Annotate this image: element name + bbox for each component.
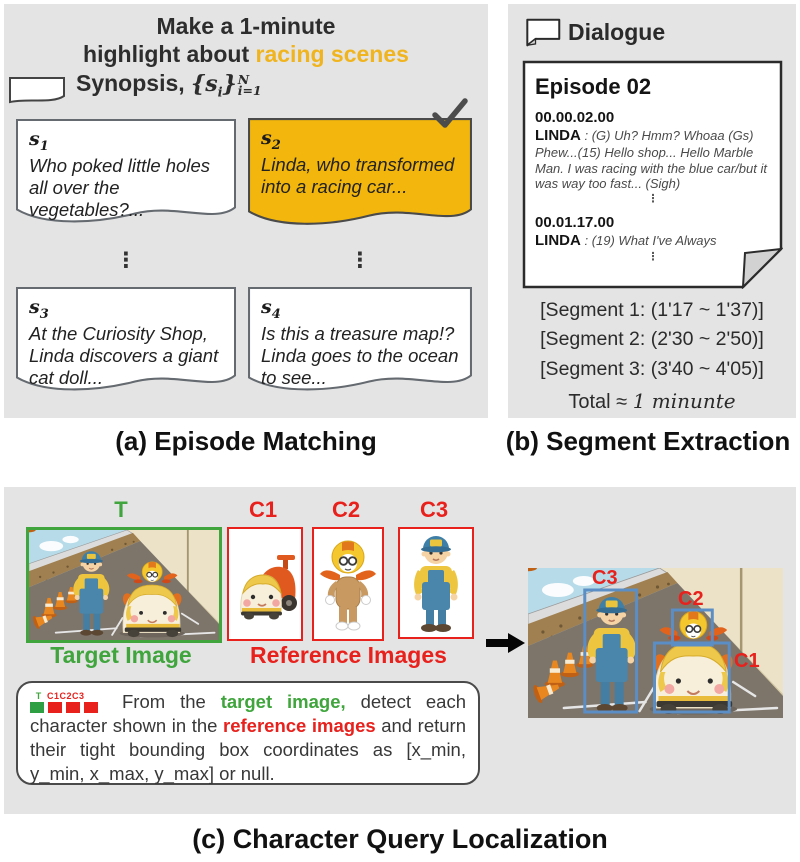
dialogue-box	[522, 60, 783, 289]
ref-tag-c2: C2	[331, 497, 361, 522]
ellipsis-right: ⋮	[349, 249, 371, 272]
synopsis-formula	[76, 70, 262, 100]
total-label: Total	[568, 390, 611, 413]
approx-symbol: ≈	[616, 390, 628, 413]
segment-2: [Segment 2: (2'30 ~ 2'50)]	[540, 328, 764, 351]
card-text: Linda, who transformed into a racing car...	[261, 153, 455, 197]
checkmark-icon	[432, 98, 468, 128]
brace-open: {	[191, 71, 206, 97]
target-scene-image	[29, 530, 219, 640]
card-label	[29, 128, 227, 154]
synopsis-sub: i=1	[237, 83, 262, 98]
prompt-legend	[30, 692, 112, 713]
reference-images-caption: Reference Images	[250, 642, 447, 668]
dialogue-note-icon	[520, 16, 562, 49]
target-swatch-icon	[30, 702, 44, 713]
prompt-legend-squares	[30, 702, 112, 713]
utterance-1: (G) Uh? Hmm? Whoaa (Gs) Phew...(15) Hello shop... Hello Marble Man. I was racing with the blue car/but it was way too fast... (Sigh)	[535, 128, 767, 192]
synopsis-limits	[237, 71, 262, 98]
card-var: s	[261, 127, 272, 149]
prompt-legend-labels	[30, 692, 112, 701]
synopsis-var-sub: i	[217, 85, 223, 101]
target-image	[26, 527, 222, 643]
request-line2-prefix: highlight about	[83, 41, 250, 68]
card-content	[247, 117, 473, 198]
segment-list	[508, 296, 796, 417]
speaker-2: LINDA	[535, 231, 581, 249]
reference-helmet-art	[314, 529, 382, 639]
ref-swatch-icon-3	[84, 702, 98, 713]
target-tag: T	[114, 497, 128, 522]
legend-target-tag: T	[35, 691, 42, 701]
reference-image-man	[398, 527, 474, 639]
prompt-box	[16, 681, 480, 785]
total-line	[508, 386, 796, 417]
dialogue-line-1	[535, 127, 771, 192]
ellipsis-left: ⋮	[115, 249, 137, 272]
timestamp-1: 00.00.02.00	[535, 109, 615, 126]
card-var: s	[29, 296, 40, 318]
ref-tag-c1: C1	[248, 497, 278, 522]
panel-segment-extraction	[508, 4, 796, 418]
synopsis-card-s2-selected	[247, 117, 473, 245]
card-text: Is this a treasure map!? Linda goes to the ocean to see...	[261, 322, 459, 389]
brace-close: }	[222, 71, 237, 97]
prompt-ref-phrase: reference images	[223, 715, 376, 737]
prompt-target-phrase: target image,	[220, 691, 346, 712]
speaker-1: LINDA	[535, 127, 581, 144]
reference-car-art	[229, 529, 301, 639]
dialogue-ellipsis-1: ⋮	[647, 192, 659, 205]
request-highlight: racing scenes	[255, 41, 409, 68]
card-content	[247, 286, 473, 389]
card-sub: 3	[39, 306, 49, 322]
card-sub: 4	[271, 306, 281, 322]
colon-1: :	[584, 128, 589, 143]
card-sub: 1	[39, 138, 49, 154]
synopsis-var: s	[205, 71, 218, 97]
panel-episode-matching	[4, 4, 488, 418]
synopsis-math	[191, 71, 237, 101]
target-image-caption: Target Image	[50, 642, 192, 668]
synopsis-card-s1	[15, 118, 237, 242]
total-value: 1 minunte	[632, 388, 736, 413]
ref-swatch-icon-2	[66, 702, 80, 713]
card-text: At the Curiosity Shop, Linda discovers a giant cat doll...	[29, 322, 219, 389]
ref-tag-c3: C3	[419, 497, 449, 522]
card-label	[261, 127, 463, 153]
card-content	[15, 286, 237, 389]
card-sub: 2	[271, 137, 281, 153]
card-label	[261, 296, 463, 322]
card-text: Who poked little holes all over the vegetables?...	[29, 154, 210, 221]
result-tag-c3: C3	[592, 567, 618, 589]
user-request-title	[4, 12, 488, 68]
result-image	[528, 568, 783, 718]
request-line2	[4, 40, 488, 68]
note-icon	[8, 76, 66, 106]
caption-c: (c) Character Query Localization	[192, 824, 608, 854]
card-label	[29, 296, 227, 322]
reference-man-art	[400, 529, 472, 637]
ref-swatch-icon-1	[48, 702, 62, 713]
segment-3: [Segment 3: (3'40 ~ 4'05)]	[540, 357, 764, 380]
synopsis-sup: N	[237, 71, 250, 87]
caption-b: (b) Segment Extraction	[505, 426, 791, 456]
legend-ref-tags: C1C2C3	[47, 691, 85, 701]
utterance-2: (19) What I've Always	[591, 232, 717, 248]
prompt-before: From the	[122, 691, 206, 712]
reference-image-car	[227, 527, 303, 641]
colon-2: :	[584, 232, 589, 248]
timestamp-2: 00.01.17.00	[535, 213, 615, 231]
result-scene-image	[528, 568, 783, 718]
reference-image-helmet-character	[312, 527, 384, 641]
dialogue-ellipsis-2: ⋮	[647, 250, 659, 263]
prompt-middle: detect each character shown in the	[30, 691, 466, 737]
panel-character-query-localization	[4, 487, 796, 814]
arrow-icon	[486, 633, 526, 653]
caption-a: (a) Episode Matching	[115, 426, 377, 456]
card-var: s	[29, 128, 40, 150]
prompt-after: and return their tight bounding box coordinates as [x_min, y_min, x_max, y_max] or null.	[30, 715, 467, 785]
dialogue-line-2	[535, 232, 771, 250]
result-tag-c2: C2	[678, 588, 704, 610]
dialogue-content	[522, 60, 783, 263]
card-var: s	[261, 296, 272, 318]
segment-1: [Segment 1: (1'17 ~ 1'37)]	[540, 299, 764, 321]
synopsis-card-s3	[15, 286, 237, 410]
synopsis-label: Synopsis,	[76, 70, 185, 96]
dialogue-header: Dialogue	[568, 19, 666, 45]
synopsis-card-s4	[247, 286, 473, 410]
request-line1: Make a 1-minute	[156, 13, 336, 39]
result-tag-c1: C1	[734, 650, 760, 672]
episode-title: Episode 02	[535, 74, 652, 99]
card-content	[15, 118, 237, 221]
